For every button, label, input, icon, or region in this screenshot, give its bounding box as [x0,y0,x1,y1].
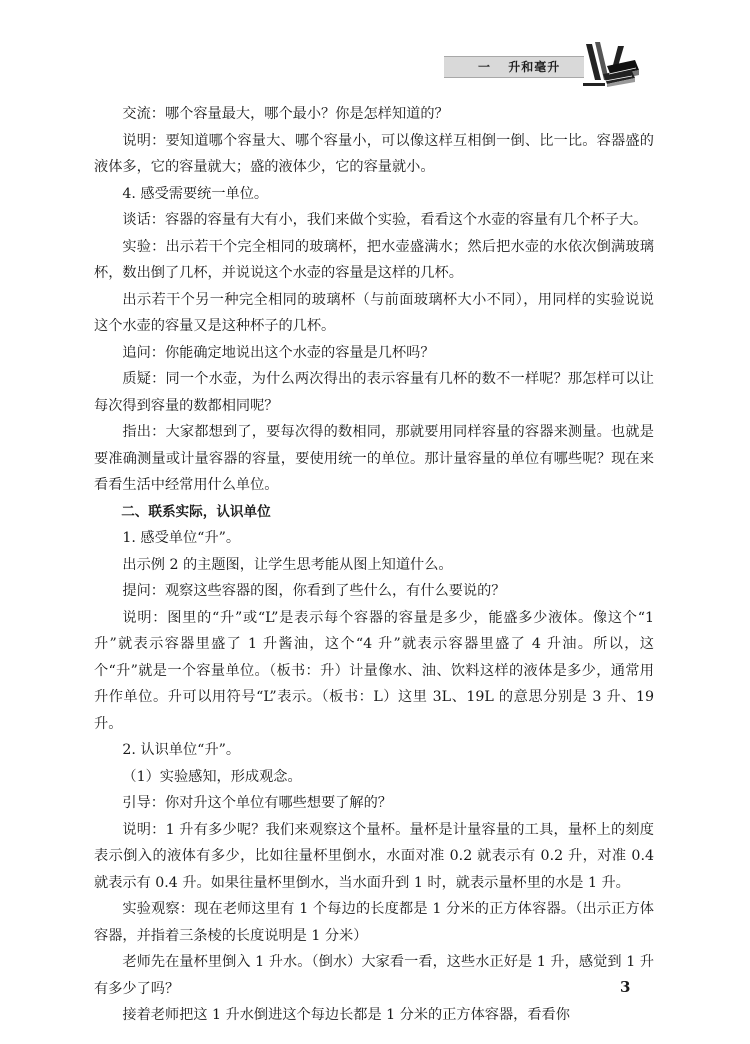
paragraph: 追问：你能确定地说出这个水壶的容量是几杯吗？ [122,344,435,361]
paragraph: 说明：要知道哪个容量大、哪个容量小，可以像这样互相倒一倒、比一比。容器盛的液体多，它的容量就大；盛的液体少，它的容量就小。 [94,132,654,175]
paragraph: 2. 认识单位“升”。 [122,742,241,758]
paragraph: （1）实验感知，形成观念。 [122,768,302,785]
paragraph: 说明：图里的“升”或“L”是表示每个容器的容量是多少，能盛多少液体。像这个“1 升”就表示容器里盛了 1 升酱油，这个“4 升”就表示容器里盛了 4 升油。所以，这个“升”就是一个容量单位。（板书：升）计量像水、油、饮料这样的液体是多少，通常用升作单位。升可以用符号“L”表示。（板书：L）这里 3L、19L 的意思分别是 3 升、19 升。 [94,609,654,732]
paragraph: 1. 感受单位“升”。 [122,530,241,546]
section-heading: 二、联系实际，认识单位 [121,503,271,520]
paragraph: 接着老师把这 1 升水倒进这个每边长都是 1 分米的正方体容器，看看你 [122,1007,570,1023]
paragraph: 说明：1 升有多少呢？我们来观察这个量杯。量杯是计量容量的工具，量杯上的刻度表示倒入的液体有多少，比如往量杯里倒水，水面对准 0.2 就表示有 0.2 升，对准 0.4 就表示有 0.4 升。如果往量杯里倒水，当水面升到 1 时，就表示量杯里的水是 1 升。 [94,821,654,891]
paragraph: 质疑：同一个水壶，为什么两次得出的表示容量有几杯的数不一样呢？那怎样可以让每次得到容量的数都相同呢？ [94,371,654,414]
paragraph: 引导：你对升这个单位有哪些想要了解的？ [122,795,392,811]
paragraph: 实验观察：现在老师这里有 1 个每边的长度都是 1 分米的正方体容器。（出示正方体容器，并指着三条棱的长度说明是 1 分米） [94,901,654,944]
books-and-pencils-icon [583,40,641,88]
chapter-number: 一 [478,60,492,74]
paragraph: 指出：大家都想到了，要每次得的数相同，那就要用同样容量的容器来测量。也就是要准确测量或计量容器的容量，要使用统一的单位。那计量容量的单位有哪些呢？现在来看看生活中经常用什么单位。 [94,424,654,493]
paragraph: 出示例 2 的主题图，让学生思考能从图上知道什么。 [122,556,453,573]
paragraph: 4. 感受需要统一单位。 [122,185,269,202]
paragraph: 提问：观察这些容器的图，你看到了些什么，有什么要说的？ [122,583,506,599]
chapter-header [478,58,560,76]
chapter-title: 升和毫升 [508,60,561,74]
paragraph: 谈话：容器的容量有大有小，我们来做个实验，看看这个水壶的容量有几个杯子大。 [122,212,648,228]
paragraph: 老师先在量杯里倒入 1 升水。（倒水）大家看一看，这些水正好是 1 升，感觉到 1 升有多少了吗？ [94,954,654,997]
paragraph: 实验：出示若干个完全相同的玻璃杯，把水壶盛满水；然后把水壶的水依次倒满玻璃杯，数出倒了几杯，并说说这个水壶的容量是这样的几杯。 [94,238,654,281]
paragraph: 交流：哪个容量最大，哪个最小？你是怎样知道的？ [122,106,449,122]
page-number: 3 [620,978,631,996]
paragraph: 出示若干个另一种完全相同的玻璃杯（与前面玻璃杯大小不同），用同样的实验说说这个水壶的容量又是这种杯子的几杯。 [94,291,654,334]
page-body [94,101,654,1029]
